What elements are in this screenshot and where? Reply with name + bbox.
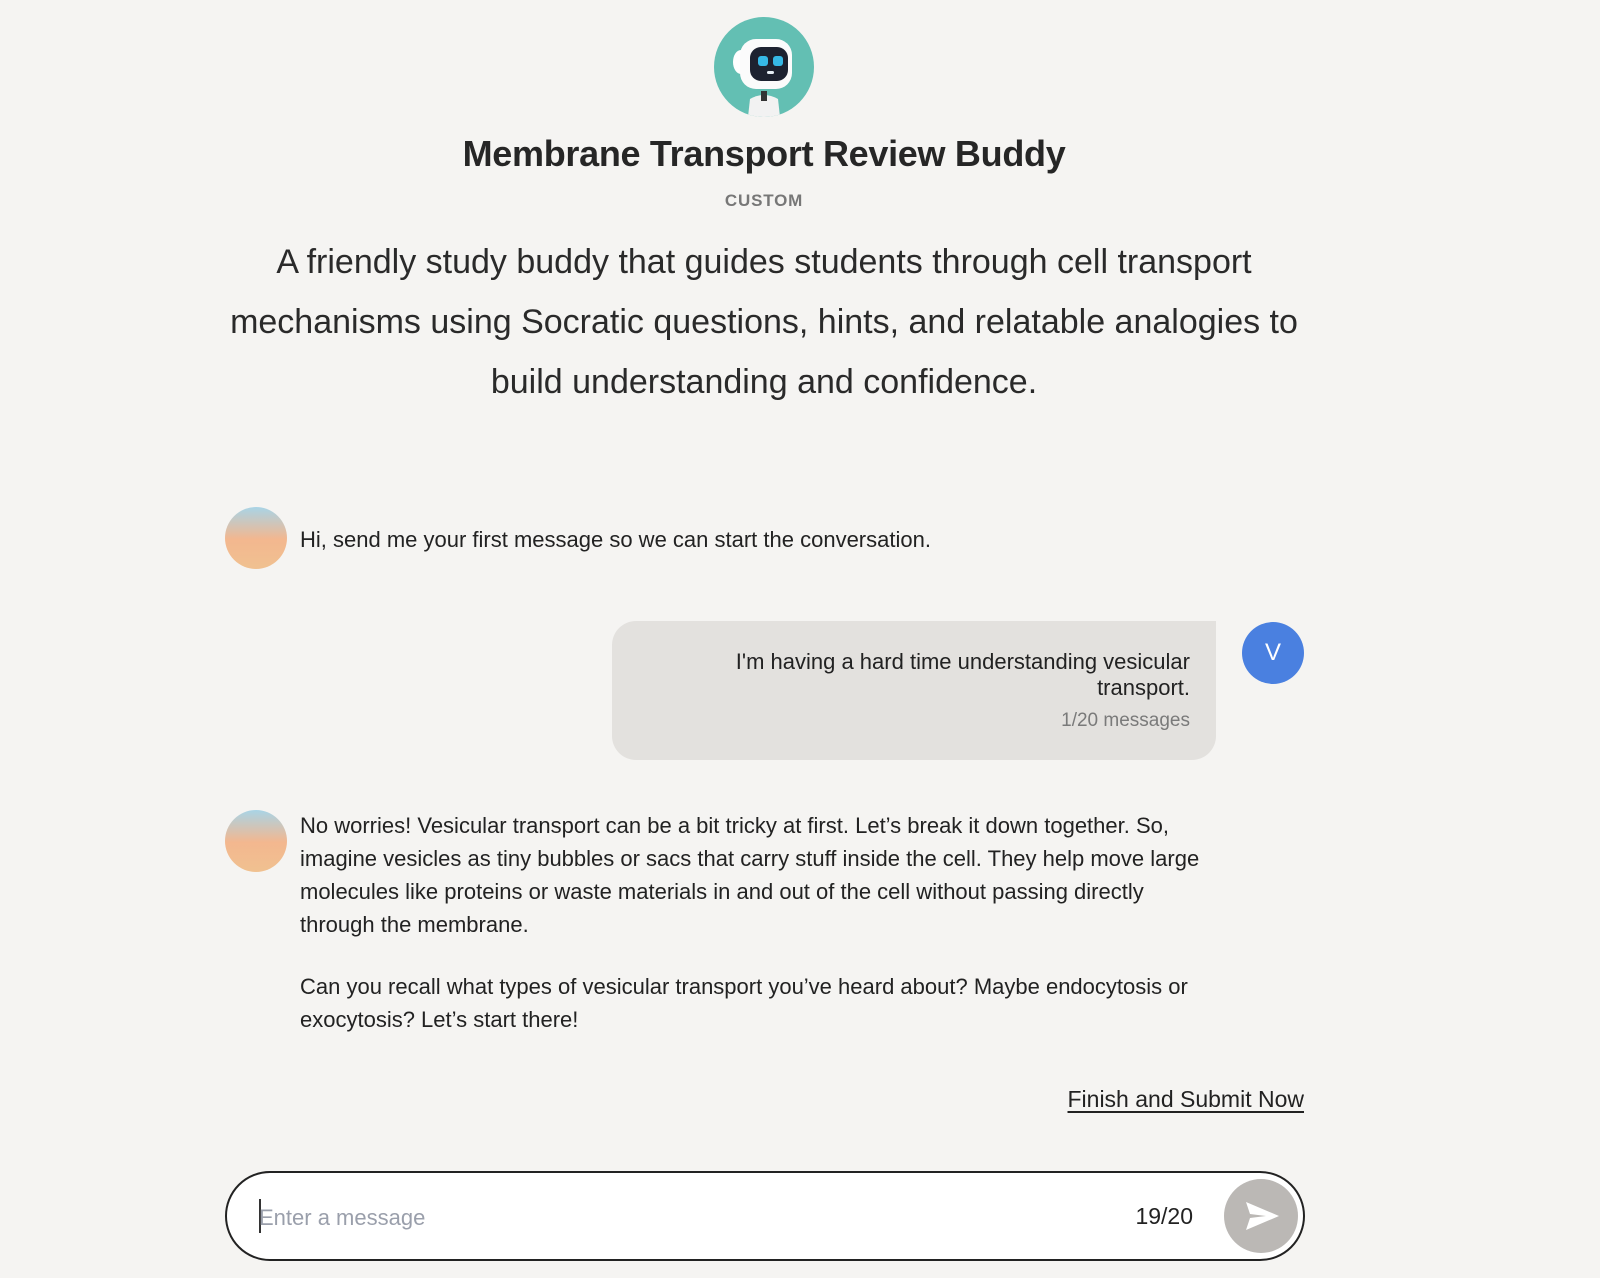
message-composer [225,1171,1305,1261]
assistant-message [300,523,1200,556]
message-paragraph: Can you recall what types of vesicular transport you’ve heard about? Maybe endocytosis or exocytosis? Let’s start there! [300,974,1188,1032]
robot-icon [714,17,814,117]
gradient-avatar-icon [225,507,287,569]
user-message-text: I'm having a hard time understanding vesicular transport. [735,649,1190,700]
message-input[interactable] [257,1195,1061,1241]
remaining-count: 19/20 [1135,1203,1193,1229]
finish-submit-link[interactable]: Finish and Submit Now [1067,1086,1304,1112]
bot-type-badge: CUSTOM [724,191,804,210]
bot-description: A friendly study buddy that guides students through cell transport mechanisms using Socratic questions, hints, and relatable analogies to build understanding and confidence. [230,243,1298,401]
message-paragraph: No worries! Vesicular transport can be a bit tricky at first. Let’s break it down together. So, imagine vesicles as tiny bubbles or sacs that carry stuff inside the cell. They help move large molecules like proteins or waste materials in and out of the cell without passing directly through the membrane. [300,813,1200,937]
message-count: 1/20 messages [1061,710,1190,731]
user-message-bubble [612,621,1216,760]
assistant-message [300,809,1200,1036]
message-paragraph: Hi, send me your first message so we can start the conversation. [300,527,931,552]
send-button[interactable] [1224,1179,1298,1253]
gradient-avatar-icon [225,810,287,872]
user-avatar: V [1242,622,1304,684]
bot-title: Membrane Transport Review Buddy [462,133,1066,174]
send-arrow-icon [1224,1179,1298,1253]
